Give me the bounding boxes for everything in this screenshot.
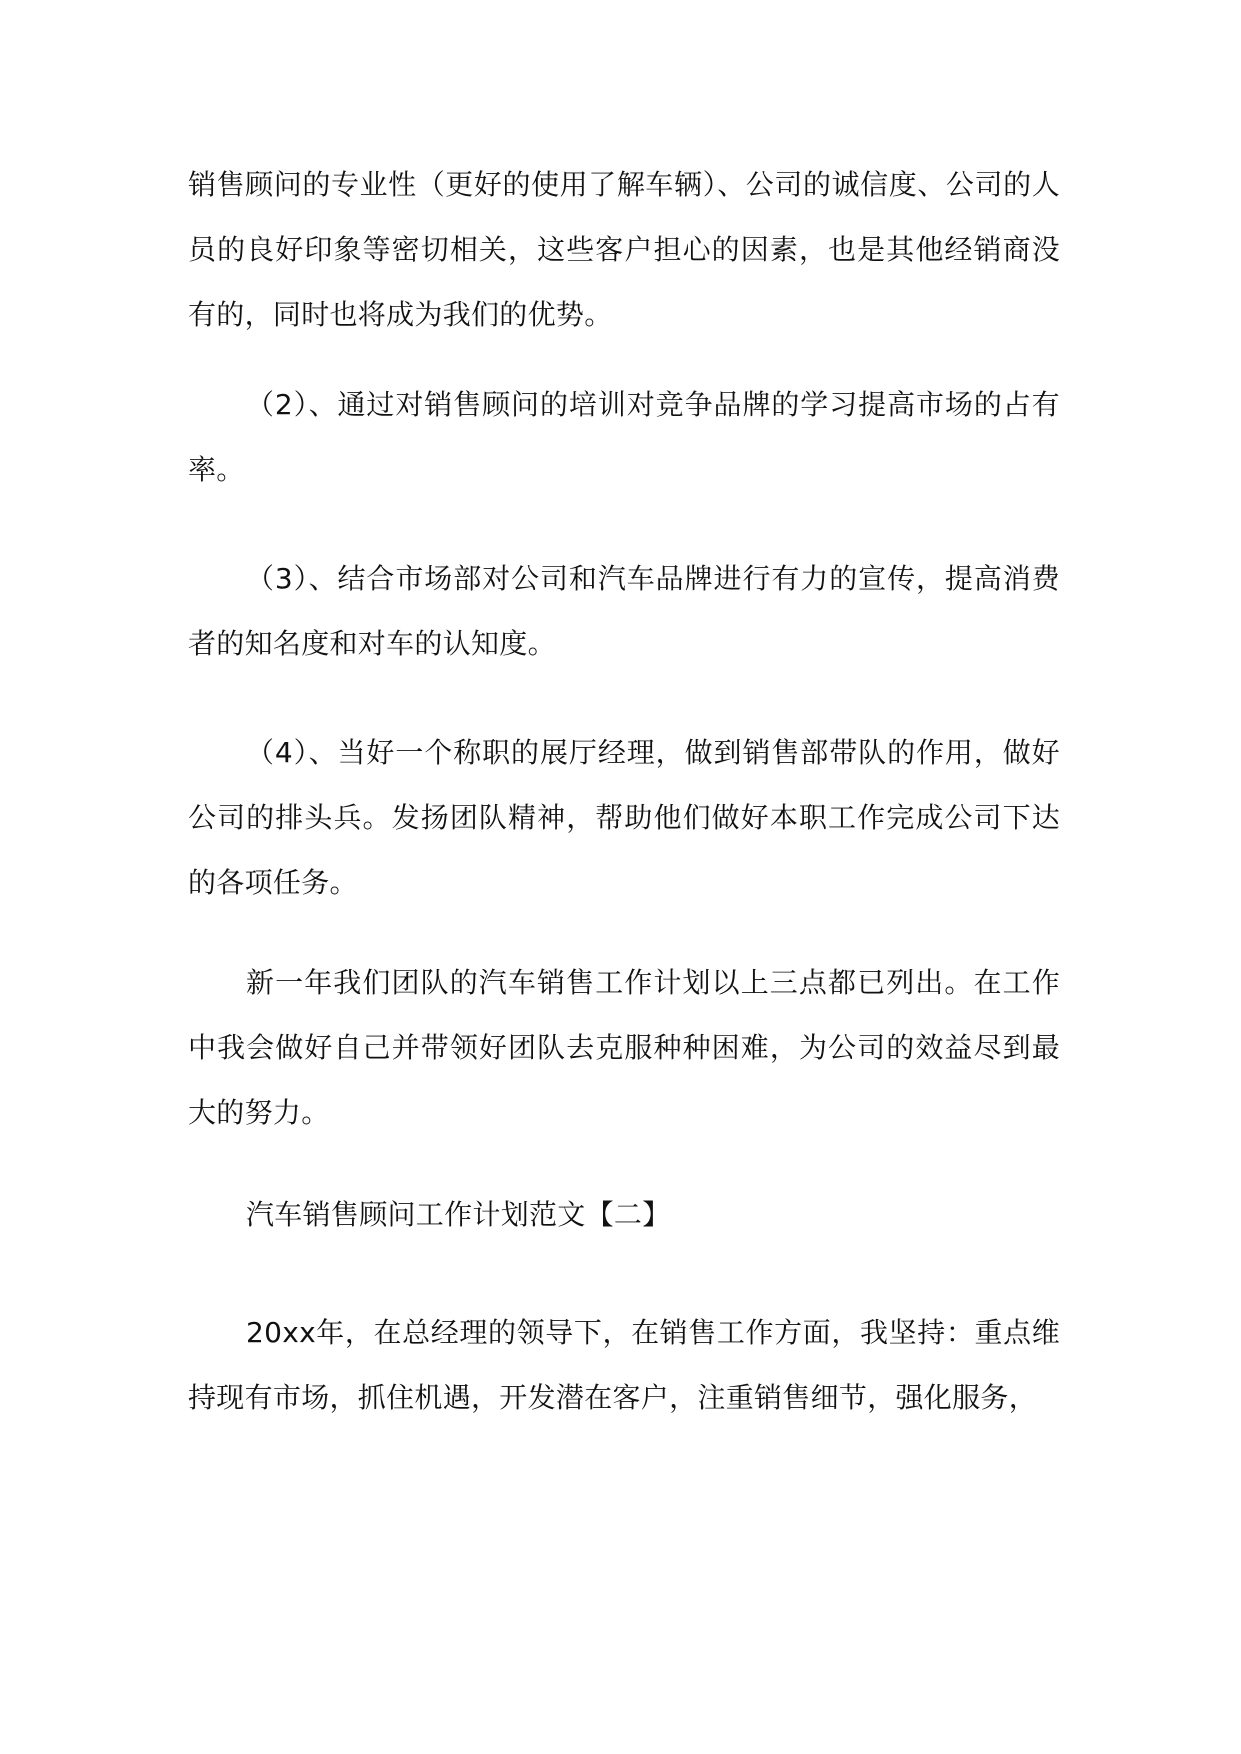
paragraph-summary: 新一年我们团队的汽车销售工作计划以上三点都已列出。在工作中我会做好自己并带领好团队去克服种种困难，为公司的效益尽到最大的努力。: [188, 966, 1060, 1129]
paragraph-advantages: 销售顾问的专业性（更好的使用了解车辆）、公司的诚信度、公司的人员的良好印象等密切相关，这些客户担心的因素，也是其他经销商没有的，同时也将成为我们的优势。: [188, 168, 1060, 331]
paragraph-item-2: （2）、通过对销售顾问的培训对竞争品牌的学习提高市场的占有率。: [188, 388, 1060, 486]
paragraph-item-3: （3）、结合市场部对公司和汽车品牌进行有力的宣传，提高消费者的知名度和对车的认知度。: [188, 562, 1060, 660]
paragraph-intro: 20xx年，在总经理的领导下，在销售工作方面，我坚持：重点维持现有市场，抓住机遇，开发潜在客户，注重销售细节，强化服务，: [188, 1316, 1060, 1414]
paragraph-item-4: （4）、当好一个称职的展厅经理，做到销售部带队的作用，做好公司的排头兵。发扬团队精神，帮助他们做好本职工作完成公司下达的各项任务。: [188, 736, 1060, 899]
section-heading: 汽车销售顾问工作计划范文【二】: [246, 1198, 671, 1231]
